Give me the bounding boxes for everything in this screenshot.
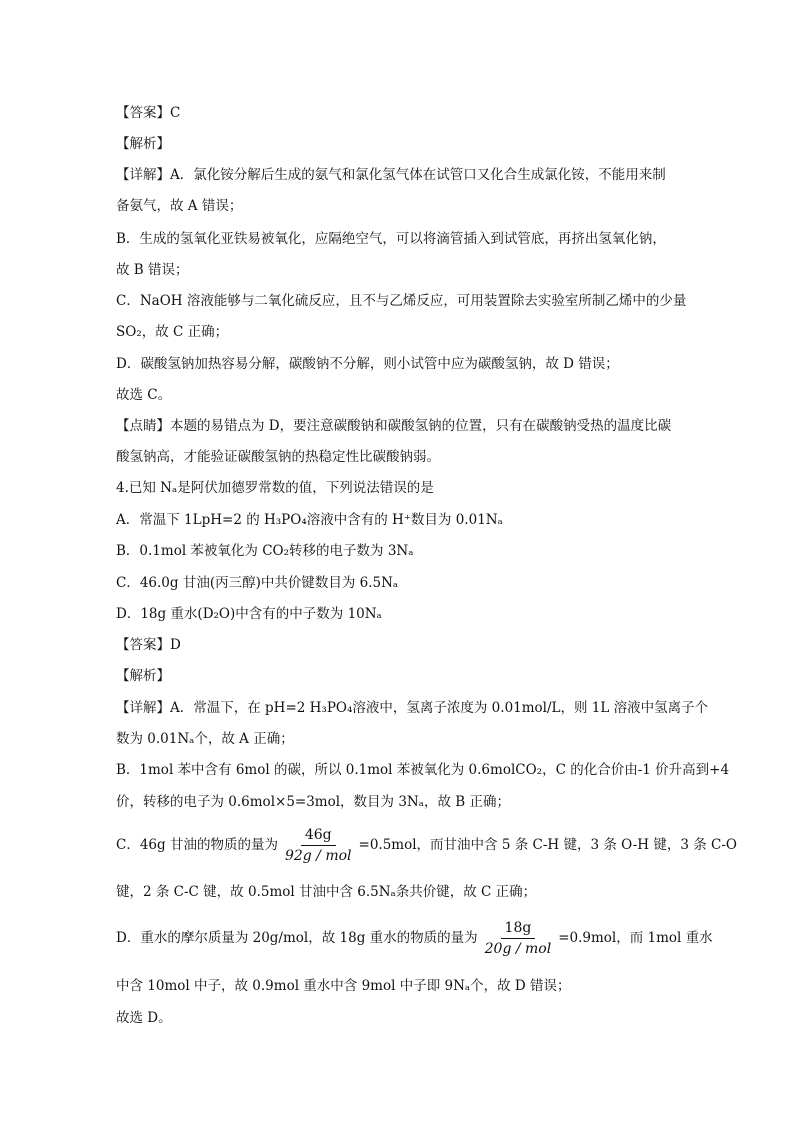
q3-tip-line: 【点睛】本题的易错点为 D，要注意碳酸钠和碳酸氢钠的位置，只有在碳酸钠受热的温度比碳 [116,418,672,434]
q4-stem: 4.已知 Nₐ是阿伏加德罗常数的值，下列说法错误的是 [116,480,434,496]
fraction [481,919,556,958]
q4-detail-line-fraction [116,919,713,958]
q3-detail-line: 【详解】A．氯化铵分解后生成的氨气和氯化氢气体在试管口又化合生成氯化铵，不能用来制 [116,167,666,183]
q3-detail-line: SO₂，故 C 正确； [116,324,229,340]
q3-tip-line: 酸氢钠高，才能验证碳酸氢钠的热稳定性比碳酸钠弱。 [116,449,440,465]
fraction-numerator: 46g [301,826,336,846]
q4-detail-line: 数为 0.01Nₐ个，故 A 正确； [116,731,294,747]
q4-analysis-heading: 【解析】 [116,668,170,684]
q4-option-c: C．46.0g 甘油(丙三醇)中共价键数目为 6.5Nₐ [116,575,399,591]
q3-detail-line: 故 B 错误； [116,262,189,278]
text-segment: C．46g 甘油的物质的量为 [116,837,278,853]
q4-detail-line: 键，2 条 C-C 键，故 0.5mol 甘油中含 6.5Nₐ条共价键，故 C 正确； [116,884,537,900]
fraction-denominator: 92g / mol [284,848,352,864]
q3-conclusion: 故选 C。 [116,387,172,403]
q3-detail-line: D．碳酸氢钠加热容易分解，碳酸钠不分解，则小试管中应为碳酸氢钠，故 D 错误； [116,356,619,372]
q3-detail-line: B．生成的氢氧化亚铁易被氧化，应隔绝空气，可以将滴管插入到试管底，再挤出氢氧化钠， [116,231,666,247]
fraction-denominator: 20g / mol [484,941,552,957]
q3-detail-line: C．NaOH 溶液能够与二氧化硫反应，且不与乙烯反应，可用装置除去实验室所制乙烯中的少量 [116,293,687,309]
q4-conclusion: 故选 D。 [116,1010,172,1026]
q3-analysis-heading: 【解析】 [116,136,170,152]
q4-detail-line: 价，转移的电子为 0.6mol×5=3mol，数目为 3Nₐ，故 B 正确； [116,794,510,810]
q4-detail-line: 【详解】A．常温下，在 pH=2 H₃PO₄溶液中，氢离子浓度为 0.01mol/L，则 1L 溶液中氢离子个 [116,700,709,716]
text-segment: =0.9mol，而 1mol 重水 [558,930,713,946]
text-segment: D．重水的摩尔质量为 20g/mol，故 18g 重水的物质的量为 [116,930,478,946]
q4-answer: 【答案】D [116,637,181,653]
text-segment: =0.5mol，而甘油中含 5 条 C-H 键，3 条 O-H 键，3 条 C-O [358,837,737,853]
q4-option-b: B．0.1mol 苯被氧化为 CO₂转移的电子数为 3Nₐ [116,543,414,559]
q3-answer: 【答案】C [116,105,181,121]
q4-detail-line: B．1mol 苯中含有 6mol 的碳，所以 0.1mol 苯被氧化为 0.6molCO₂，C 的化合价由-1 价升高到+4 [116,762,730,778]
q3-detail-line: 备氨气，故 A 错误； [116,198,243,214]
q4-detail-line-fraction [116,826,737,865]
fraction-numerator: 18g [501,919,536,939]
q4-detail-line: 中含 10mol 中子，故 0.9mol 重水中含 9mol 中子即 9Nₐ个，故 D 错误； [116,978,571,994]
fraction [281,826,356,865]
q4-option-d: D．18g 重水(D₂O)中含有的中子数为 10Nₐ [116,606,382,622]
q4-option-a: A．常温下 1LpH=2 的 H₃PO₄溶液中含有的 H⁺数目为 0.01Nₐ [116,512,503,528]
